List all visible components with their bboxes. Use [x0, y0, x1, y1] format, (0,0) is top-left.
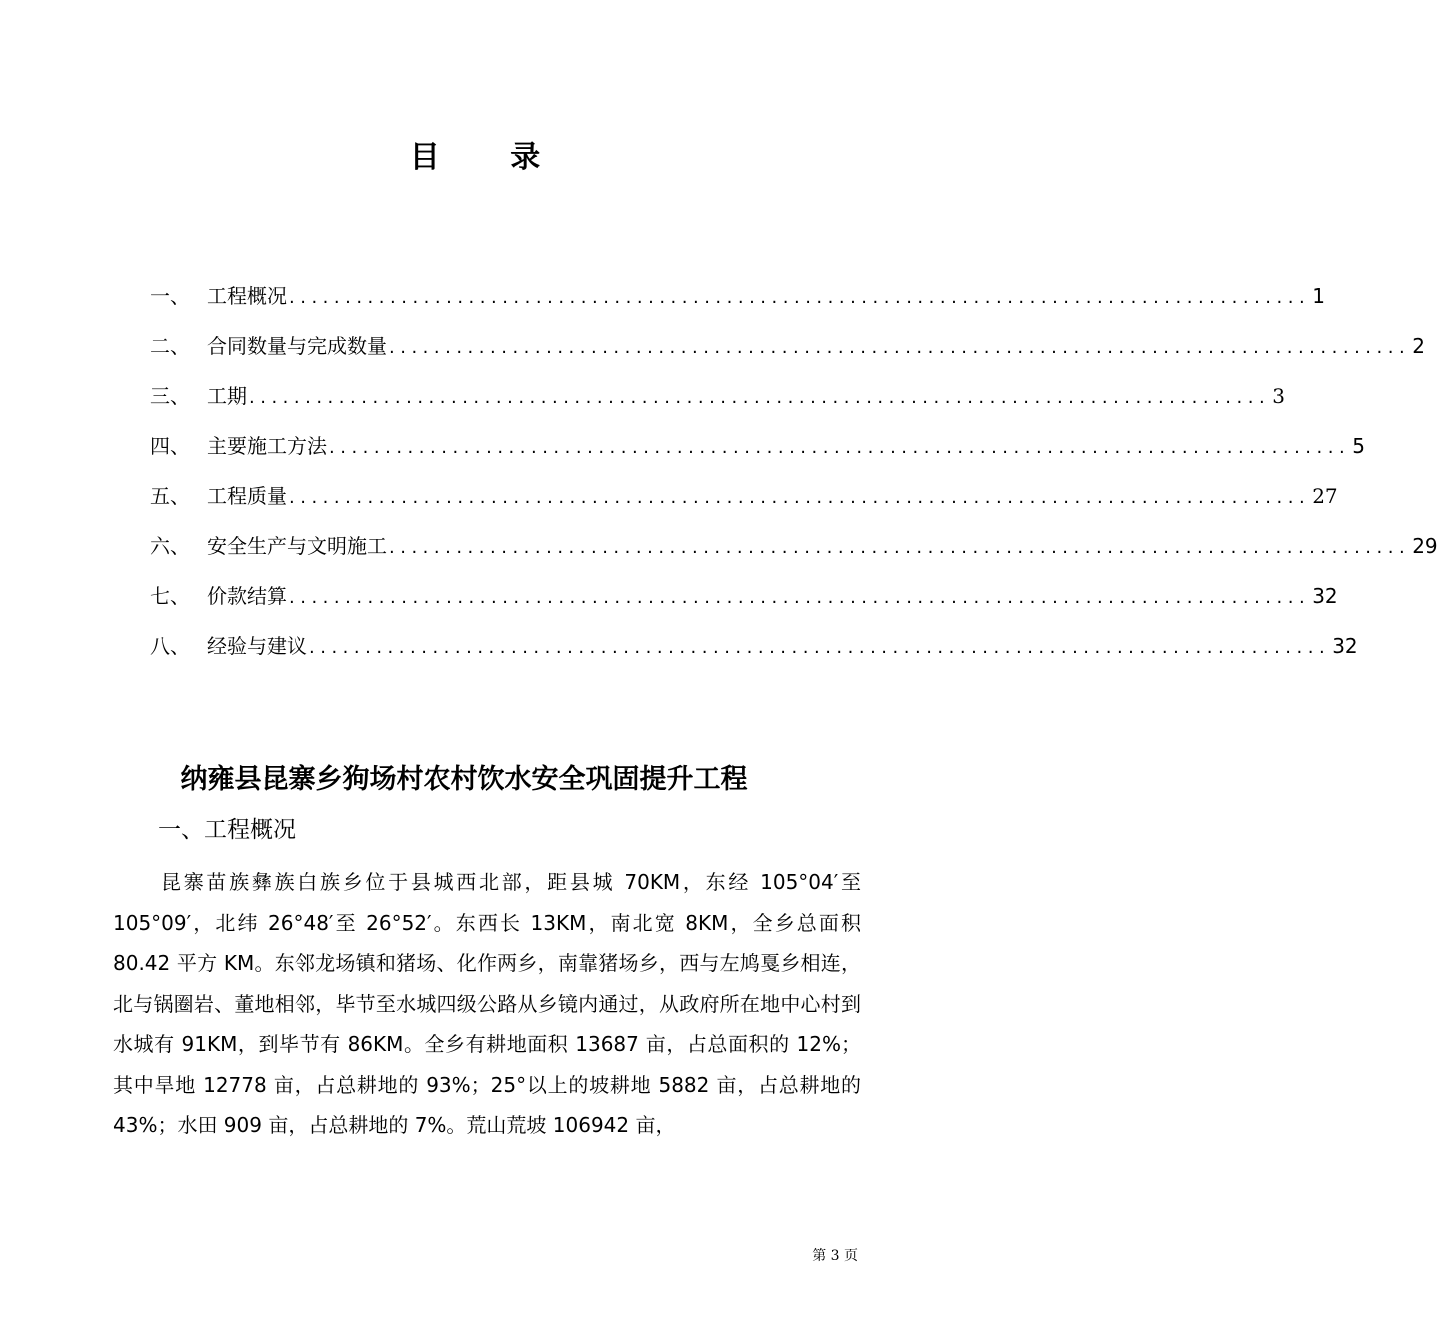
- toc-entry-4[interactable]: [150, 428, 1365, 478]
- toc-entry-page: 3: [1272, 384, 1285, 408]
- toc-leader-dots: ...........................................................................................: [389, 537, 1411, 558]
- toc-entry-page: 32: [1332, 634, 1358, 658]
- body-paragraph: 昆寨苗族彝族白族乡位于县城西北部，距县城 70KM，东经 105°04′至 105°09′，北纬 26°48′至 26°52′。东西长 13KM，南北宽 8KM，全乡总面积 80.42 平方 KM。东邻龙场镇和猪场、化作两乡，南靠猪场乡，西与左鸠戛乡相连，北与锅圈岩、董地相邻，毕节至水城四级公路从乡镜内通过，从政府所在地中心村到水城有 91KM，到毕节有 86KM。全乡有耕地面积 13687 亩，占总面积的 12%；其中旱地 12778 亩，占总耕地的 93%；25°以上的坡耕地 5882 亩，占总耕地的 43%；水田 909 亩，占总耕地的 7%。荒山荒坡 106942 亩，: [113, 870, 861, 1137]
- toc-entry-6[interactable]: [150, 528, 1438, 578]
- toc-title: 目 录: [409, 140, 571, 175]
- toc-entry-page: 32: [1312, 584, 1338, 608]
- toc-leader-dots: ...........................................................................................: [289, 587, 1311, 608]
- toc-leader-dots: ...........................................................................................: [249, 387, 1271, 408]
- section-heading: 一、工程概况: [158, 817, 296, 843]
- table-of-contents: [150, 278, 1438, 678]
- document-title: 纳雍县昆寨乡狗场村农村饮水安全巩固提升工程: [180, 764, 748, 795]
- toc-entry-page: 2: [1412, 334, 1425, 358]
- toc-entry-label: 工程概况: [207, 284, 287, 308]
- toc-leader-dots: ...........................................................................................: [309, 637, 1331, 658]
- toc-entry-5[interactable]: [150, 478, 1338, 528]
- toc-entry-number: 七、: [150, 584, 190, 608]
- toc-entry-label: 价款结算: [207, 584, 287, 608]
- toc-leader-dots: ...........................................................................................: [389, 337, 1411, 358]
- toc-entry-label: 经验与建议: [207, 634, 307, 658]
- toc-entry-number: 二、: [150, 334, 190, 358]
- toc-entry-page: 29: [1412, 534, 1438, 558]
- toc-entry-7[interactable]: [150, 578, 1338, 628]
- toc-entry-page: 27: [1312, 484, 1338, 508]
- toc-entry-label: 合同数量与完成数量: [207, 334, 387, 358]
- toc-entry-label: 安全生产与文明施工: [207, 534, 387, 558]
- toc-entry-1[interactable]: [150, 278, 1325, 328]
- page-number-footer: 第 3 页: [812, 1248, 858, 1264]
- toc-leader-dots: ...........................................................................................: [329, 437, 1351, 458]
- toc-leader-dots: ...........................................................................................: [289, 487, 1311, 508]
- toc-entry-label: 主要施工方法: [207, 434, 327, 458]
- toc-entry-2[interactable]: [150, 328, 1425, 378]
- toc-entry-label: 工程质量: [207, 484, 287, 508]
- toc-entry-number: 三、: [150, 384, 190, 408]
- toc-entry-page: 1: [1312, 284, 1325, 308]
- toc-entry-number: 四、: [150, 434, 190, 458]
- toc-entry-label: 工期: [207, 384, 247, 408]
- toc-entry-page: 5: [1352, 434, 1365, 458]
- toc-entry-number: 六、: [150, 534, 190, 558]
- toc-entry-number: 八、: [150, 634, 190, 658]
- toc-leader-dots: ...........................................................................................: [289, 287, 1311, 308]
- toc-entry-8[interactable]: [150, 628, 1358, 678]
- toc-entry-number: 五、: [150, 484, 190, 508]
- toc-entry-3[interactable]: [150, 378, 1285, 428]
- toc-entry-number: 一、: [150, 284, 190, 308]
